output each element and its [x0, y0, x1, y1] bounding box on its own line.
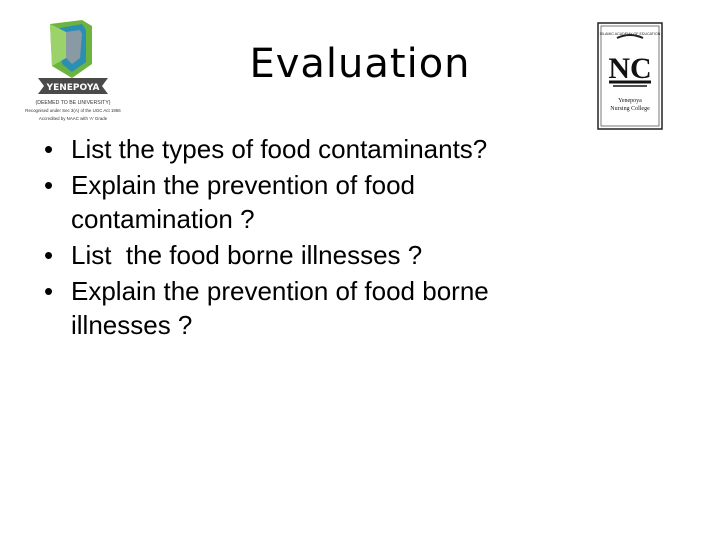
list-item: [44, 238, 631, 272]
logo-left-line2: Recognised under Sec 3(A) of the UGC Act 1956: [25, 108, 121, 113]
list-item: [44, 274, 591, 342]
logo-right-name-line2: Nursing College: [610, 106, 650, 112]
list-item-text: List the types of food contaminants?: [71, 134, 488, 164]
shield-icon: [50, 20, 92, 78]
yenepoya-nursing-college-logo: [597, 22, 663, 130]
list-item: [44, 168, 511, 236]
logo-left-line1: (DEEMED TO BE UNIVERSITY): [35, 100, 111, 106]
slide-title: Evaluation: [249, 41, 471, 87]
bullet-list: [44, 132, 644, 344]
bullet-icon: •: [44, 170, 54, 200]
yenepoya-university-logo: [20, 18, 124, 130]
university-banner: [38, 78, 108, 94]
logo-right-arc-text: ISLAMIC ACADEMY OF EDUCATION: [599, 32, 661, 36]
logo-left-line3: Accredited by NAAC with 'A' Grade: [38, 116, 108, 121]
list-item-text: Explain the prevention of food borne illnesses ?: [71, 276, 496, 340]
bullet-icon: •: [44, 240, 54, 270]
bullet-icon: •: [44, 134, 54, 164]
logo-right-name-line1: Yenepoya: [618, 98, 642, 104]
list-item: [44, 132, 631, 166]
list-item-text: Explain the prevention of food contamination ?: [71, 170, 423, 234]
logo-left-name: YENEPOYA: [46, 83, 100, 93]
logo-right-monogram: NC: [608, 52, 652, 85]
bullet-icon: •: [44, 276, 54, 306]
list-item-text: List the food borne illnesses ?: [71, 240, 423, 270]
